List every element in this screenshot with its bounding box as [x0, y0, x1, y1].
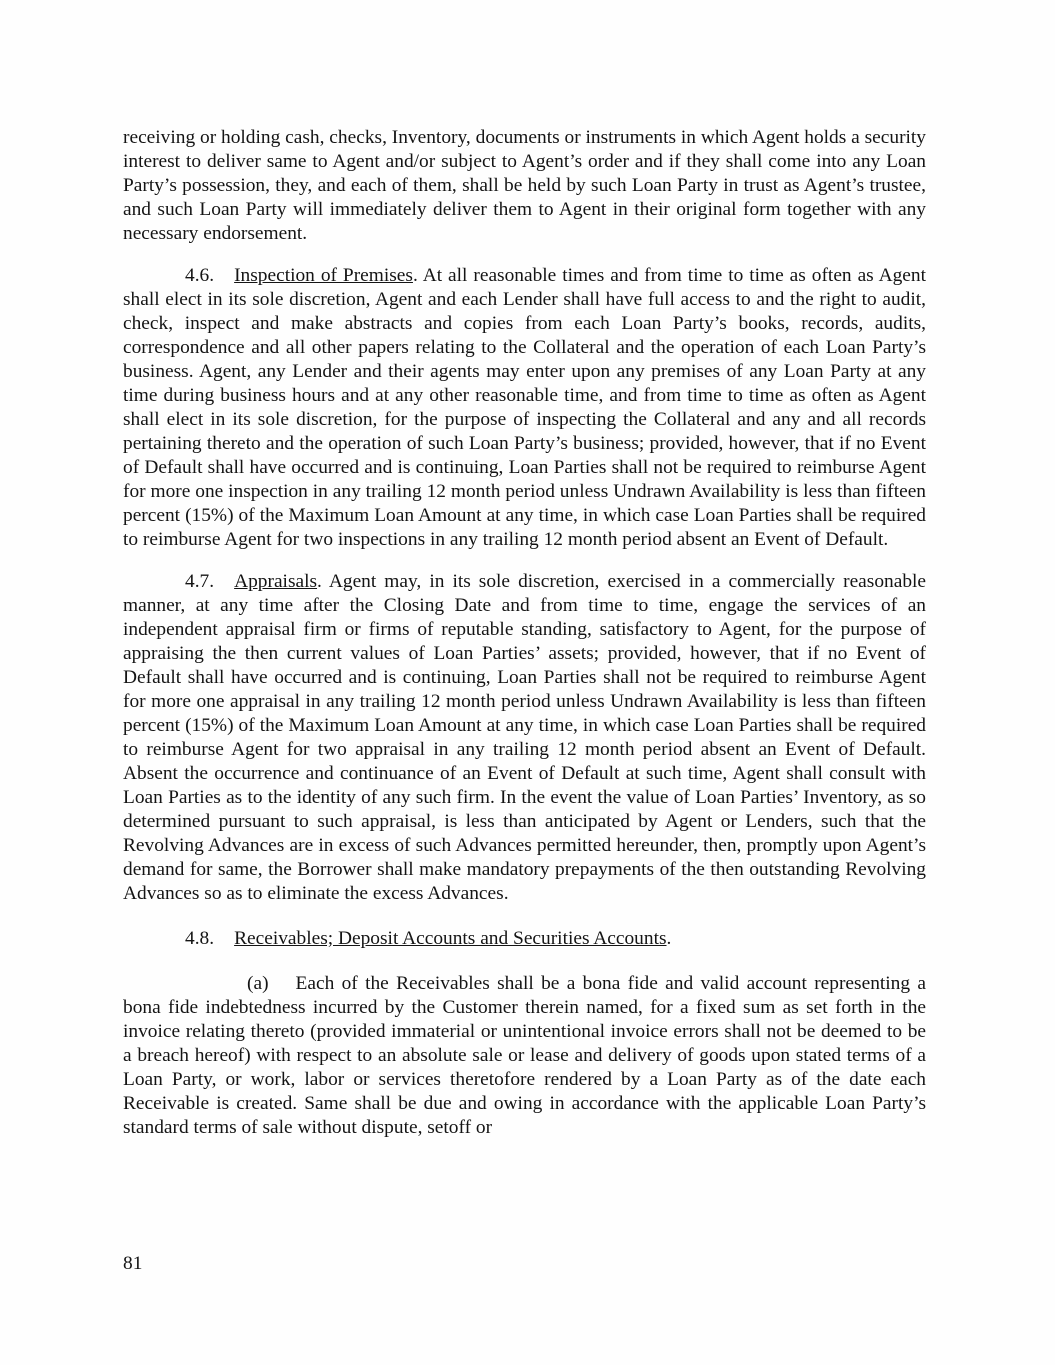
section-4-6-body: At all reasonable times and from time to time as often as Agent shall elect in its sole discretion, Agent and each Lender shall have full access to and the right to audit, check, inspect and make abstracts and copies from each Loan Party’s books, records, audits, correspondence and all other papers relating to the Collateral and the operation of each Loan Party’s business. Agent, any Lender and their agents may enter upon any premises of any Loan Party at any time during business hours and at any other reasonable time, and from time to time as often as Agent shall elect in its sole discretion, for the purpose of inspecting the Collateral and any and all records pertaining thereto and the operation of such Loan Party’s business; provided, however, that if no Event of Default shall have occurred and is continuing, Loan Parties shall not be required to reimburse Agent for more one inspection in any trailing 12 month period unless Undrawn Availability is less than fifteen percent (15%) of the Maximum Loan Amount at any time, in which case Loan Parties shall be required to reimburse Agent for two inspections in any trailing 12 month period absent an Event of Default. — [123, 265, 926, 550]
subsection-4-8-a-label: (a) — [247, 973, 269, 994]
paragraph-continuation-text: receiving or holding cash, checks, Inventory, documents or instruments in which Agent holds a security interest to deliver same to Agent and/or subject to Agent’s order and if they shall come into any Loan Party’s possession, they, and each of them, shall be held by such Loan Party in trust as Agent’s trustee, and such Loan Party will immediately deliver them to Agent in their original form together with any necessary endorsement. — [123, 127, 926, 244]
section-4-8-number: 4.8. — [185, 928, 215, 949]
section-4-7-number: 4.7. — [185, 571, 215, 592]
page-number: 81 — [123, 1253, 143, 1274]
subsection-4-8-a-body: Each of the Receivables shall be a bona fide and valid account representing a bona fide indebtedness incurred by the Customer therein named, for a fixed sum as set forth in the invoice relating thereto (provided immaterial or unintentional invoice errors shall not be deemed to be a breach hereof) with respect to an absolute sale or lease and delivery of goods upon stated terms of a Loan Party, or work, labor or services theretofore rendered by a Loan Party as of the date each Receivable is created. Same shall be due and owing in accordance with the applicable Loan Party’s standard terms of sale without dispute, setoff or — [123, 973, 926, 1138]
section-4-6-number: 4.6. — [185, 265, 215, 286]
section-4-7-paragraph — [123, 570, 926, 906]
section-4-8-heading — [123, 927, 926, 951]
subsection-4-8-a-paragraph — [123, 972, 926, 1140]
section-4-6-paragraph — [123, 264, 926, 552]
paragraph-continuation — [123, 126, 926, 246]
section-4-6-title-period: . — [412, 265, 418, 286]
section-4-7-title-period: . — [317, 571, 322, 592]
section-4-6-title: Inspection of Premises — [234, 265, 413, 286]
section-4-7-body: Agent may, in its sole discretion, exercised in a commercially reasonable manner, at any time after the Closing Date and from time to time, engage the services of an independent appraisal firm or firms of reputable standing, satisfactory to Agent, for the purpose of appraising the then current values of Loan Parties’ assets; provided, however, that if no Event of Default shall have occurred and is continuing, Loan Parties shall not be required to reimburse Agent for more one appraisal in any trailing 12 month period unless Undrawn Availability is less than fifteen percent (15%) of the Maximum Loan Amount at any time, in which case Loan Parties shall be required to reimburse Agent for two appraisal in any trailing 12 month period absent an Event of Default. Absent the occurrence and continuance of an Event of Default at such time, Agent shall consult with Loan Parties as to the identity of any such firm. In the event the value of Loan Parties’ Inventory, as so determined pursuant to such appraisal, is less than anticipated by Agent or Lenders, such that the Revolving Advances are in excess of such Advances permitted hereunder, then, promptly upon Agent’s demand for same, the Borrower shall make mandatory prepayments of the then outstanding Revolving Advances so as to eliminate the excess Advances. — [123, 571, 927, 904]
section-4-7-title: Appraisals — [234, 571, 318, 592]
section-4-8-title-period: . — [666, 928, 672, 949]
document-body — [123, 126, 926, 1140]
section-4-8-title: Receivables; Deposit Accounts and Securities Accounts — [234, 928, 667, 949]
